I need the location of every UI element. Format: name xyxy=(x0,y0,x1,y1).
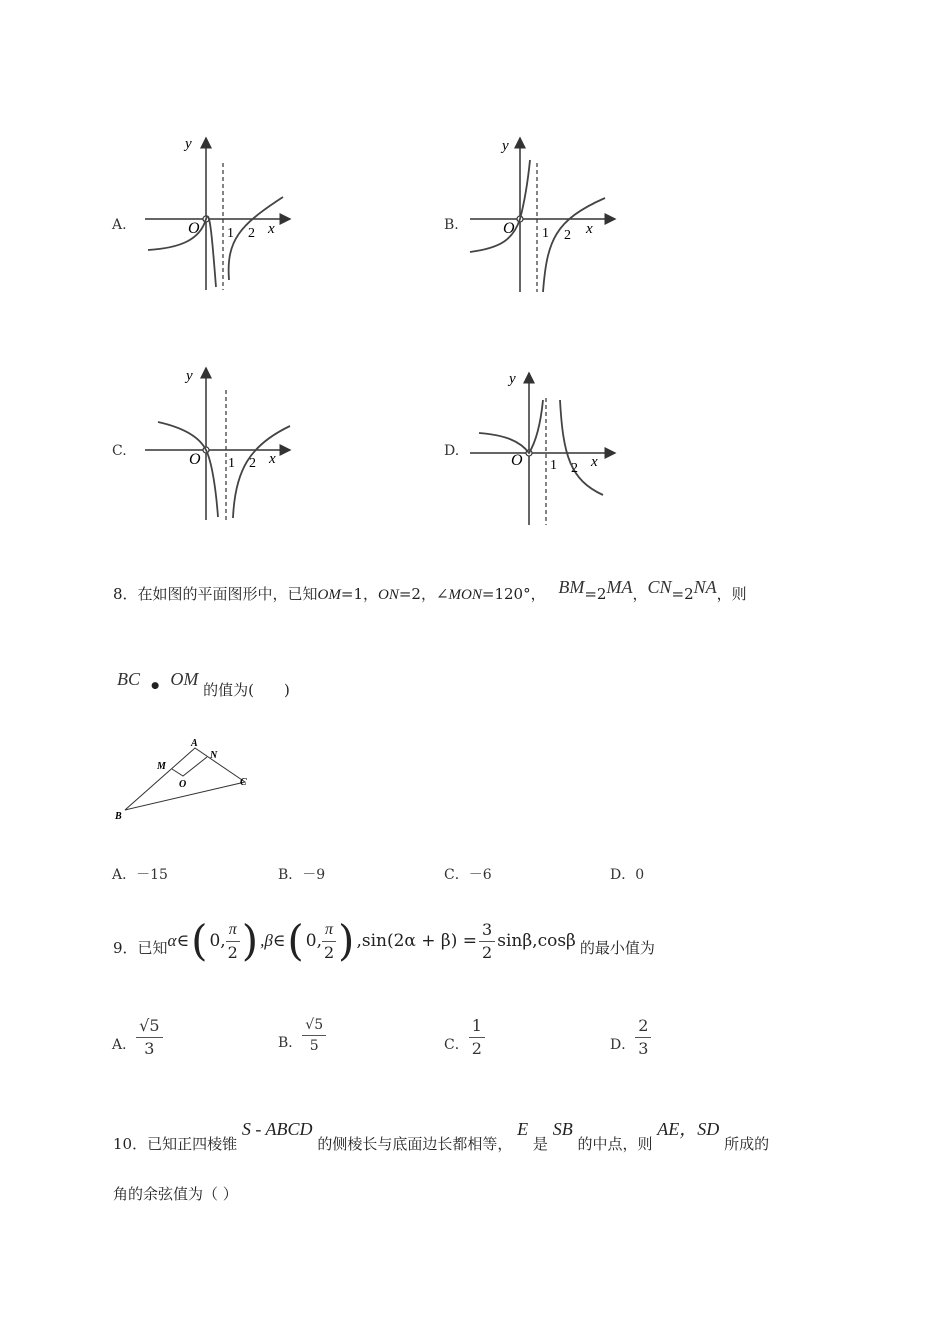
tick-2-label: 2 xyxy=(571,461,578,476)
x-label: x xyxy=(269,451,276,467)
label-a: A xyxy=(191,738,198,749)
q9-paren-open-1: ( xyxy=(191,916,208,965)
q10-mid3: 所成的 xyxy=(724,1135,770,1153)
option-label-c: C. xyxy=(112,443,127,459)
q9-option-b[interactable]: B． $\frac{√5}{5}$ xyxy=(278,1018,326,1053)
graph-a xyxy=(140,130,300,300)
tick-2-label: 2 xyxy=(249,456,256,471)
q9-option-a[interactable]: A． $\frac{√5}{3}$ xyxy=(112,1018,163,1057)
q9-alpha-in: α∈ xyxy=(167,931,190,950)
q8-tail: 的值为( ) xyxy=(203,681,290,699)
x-label: x xyxy=(586,221,593,237)
q10-mid2: 的中点，则 xyxy=(577,1135,653,1153)
curve-left xyxy=(479,400,543,453)
q9-option-c[interactable]: C． $\frac{1}{2}$ xyxy=(444,1018,485,1057)
q10-stem-line2: 角的余弦值为（ ） xyxy=(113,1185,238,1203)
q8-on: ON xyxy=(378,587,399,603)
tick-1-label: 1 xyxy=(227,226,234,241)
q8-figure xyxy=(105,735,265,830)
q8-then: ，则 xyxy=(716,585,747,603)
tick-2-label: 2 xyxy=(564,228,571,243)
vector-bm: BM xyxy=(558,577,585,597)
label-c: C xyxy=(240,777,247,788)
q8-eq-two-b: =2 xyxy=(671,585,694,603)
y-label: y xyxy=(186,368,193,384)
q9-sin-beta: sinβ, xyxy=(497,931,538,951)
label-o: O xyxy=(179,779,187,790)
q8-option-b[interactable]: B．－9 xyxy=(278,867,326,883)
vector-om: OM xyxy=(170,669,199,689)
curve-right xyxy=(229,197,283,280)
label-n: N xyxy=(210,750,218,761)
q10-edge-sb: SB xyxy=(552,1119,573,1139)
x-label: x xyxy=(268,221,275,237)
y-label: y xyxy=(185,136,192,152)
curve-left xyxy=(158,422,218,517)
q8-stem-line2 xyxy=(117,666,290,699)
vector-cn: CN xyxy=(647,577,672,597)
q8-eq3: =120°， xyxy=(481,585,546,603)
tick-1-label: 1 xyxy=(228,456,235,471)
q8-stem-line1 xyxy=(113,577,747,604)
q8-eq2: =2，∠ xyxy=(398,585,449,603)
q9-paren-close-2: ) xyxy=(338,916,355,965)
q10-point-e: E xyxy=(517,1119,529,1139)
origin-label: O xyxy=(188,220,200,237)
q10-lines-ae-sd: AE，SD xyxy=(657,1119,720,1139)
graph-d xyxy=(465,365,625,535)
q8-mon: MON xyxy=(448,587,482,603)
q9-prefix: 9．已知 xyxy=(113,938,168,957)
q8-om: OM xyxy=(317,587,341,603)
q9-three-halves: $\frac{3}{2}$ xyxy=(479,922,495,961)
graph-c xyxy=(140,360,300,530)
y-label: y xyxy=(502,138,509,154)
tick-1-label: 1 xyxy=(550,458,557,473)
q8-eq-two-a: =2 xyxy=(584,585,607,603)
q9-zero-1: 0, xyxy=(209,931,226,951)
q10-prefix: 10．已知正四棱锥 xyxy=(113,1135,238,1153)
q9-pi-over-2-a: $\frac{\pi}{2}$ xyxy=(227,920,238,962)
q8-option-a[interactable]: A．－15 xyxy=(112,867,168,883)
option-label-d: D. xyxy=(444,443,460,459)
q10-stem-line1 xyxy=(113,1115,770,1153)
curve-right xyxy=(233,426,290,518)
vector-bc: BC xyxy=(117,669,141,689)
q8-option-c[interactable]: C．－6 xyxy=(444,867,492,883)
curve-left xyxy=(470,160,530,252)
x-label: x xyxy=(591,454,598,470)
q9-pi-over-2-b: $\frac{\pi}{2}$ xyxy=(323,920,335,962)
q9-beta-in: ,β∈ xyxy=(260,931,286,950)
perpendicular-lines xyxy=(172,757,207,776)
q8-option-d[interactable]: D．0 xyxy=(610,867,645,883)
option-label-a: A. xyxy=(112,217,127,233)
vector-ma: MA xyxy=(606,577,633,597)
tick-2-label: 2 xyxy=(248,226,255,241)
label-m: M xyxy=(157,761,166,772)
q9-stem xyxy=(113,916,655,966)
q10-pyramid: S - ABCD xyxy=(241,1119,313,1139)
option-label-b: B. xyxy=(444,217,459,233)
dot-product-symbol: • xyxy=(148,674,162,698)
q9-option-d[interactable]: D． $\frac{2}{3}$ xyxy=(610,1018,651,1057)
q9-paren-open-2: ( xyxy=(287,916,304,965)
q9-paren-close-1: ) xyxy=(241,916,259,965)
vector-na: NA xyxy=(693,577,717,597)
q9-cos-beta: cosβ xyxy=(537,931,576,951)
label-b: B xyxy=(115,811,122,822)
origin-label: O xyxy=(189,451,201,468)
curve-right xyxy=(560,400,603,495)
q8-sep: ， xyxy=(632,585,648,603)
q9-zero-2: 0, xyxy=(305,931,323,951)
graph-b xyxy=(465,130,625,300)
curve-right xyxy=(543,198,605,292)
q10-mid1: 的侧棱长与底面边长都相等， xyxy=(317,1135,513,1153)
origin-label: O xyxy=(503,220,515,237)
q9-sin-expression: ,sin(2α + β) = xyxy=(356,931,478,951)
origin-label: O xyxy=(511,452,523,469)
q9-tail: 的最小值为 xyxy=(579,938,655,957)
y-label: y xyxy=(509,371,516,387)
q10-is: 是 xyxy=(532,1135,548,1153)
q8-eq1: =1， xyxy=(340,585,378,603)
tick-1-label: 1 xyxy=(542,226,549,241)
q8-prefix: 8．在如图的平面图形中，已知 xyxy=(113,585,318,603)
